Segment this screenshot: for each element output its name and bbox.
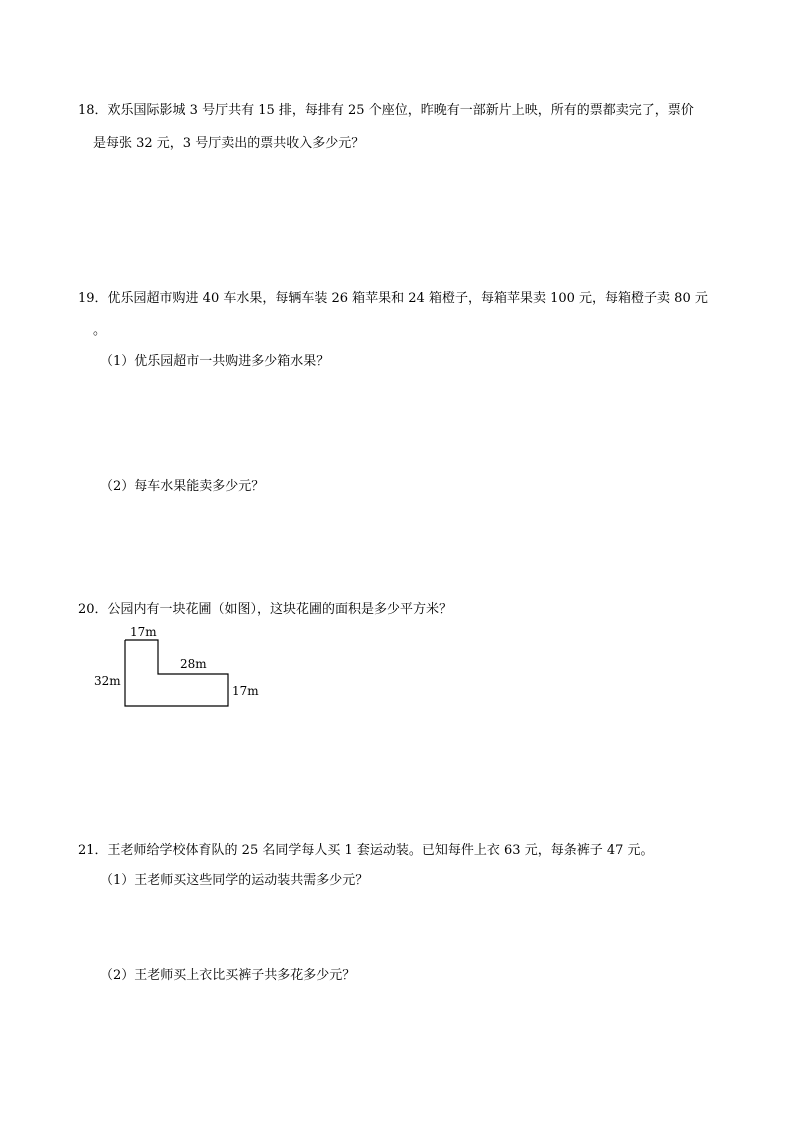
label-left-height: 32m (94, 674, 121, 688)
q21-subquestion-2: （2）王老师买上衣比买裤子共多花多少元？ (100, 968, 356, 983)
q19-text-line2: 。 (93, 323, 107, 338)
label-middle-length: 28m (180, 657, 207, 671)
q18-text-line1: 18．欢乐国际影城 3 号厅共有 15 排，每排有 25 个座位，昨晚有一部新片上映，所有的票都卖完了，票价 (78, 103, 694, 118)
q19-subquestion-2: （2）每车水果能卖多少元？ (100, 479, 265, 494)
label-right-height: 17m (232, 684, 259, 698)
flower-bed-diagram (92, 622, 262, 712)
l-shape-outline (92, 622, 262, 712)
q21-text-line1: 21．王老师给学校体育队的 25 名同学每人买 1 套运动装。已知每件上衣 63 元，每条裤子 47 元。 (78, 843, 654, 858)
q21-subquestion-1: （1）王老师买这些同学的运动装共需多少元？ (100, 873, 369, 888)
q19-subquestion-1: （1）优乐园超市一共购进多少箱水果？ (100, 354, 330, 369)
q18-text-line2: 是每张 32 元，3 号厅卖出的票共收入多少元？ (93, 136, 365, 151)
q20-text-line1: 20．公园内有一块花圃（如图），这块花圃的面积是多少平方米？ (78, 602, 453, 617)
q19-text-line1: 19．优乐园超市购进 40 车水果，每辆车装 26 箱苹果和 24 箱橙子，每箱苹果卖 100 元，每箱橙子卖 80 元 (78, 291, 708, 306)
label-top-width: 17m (130, 625, 157, 639)
